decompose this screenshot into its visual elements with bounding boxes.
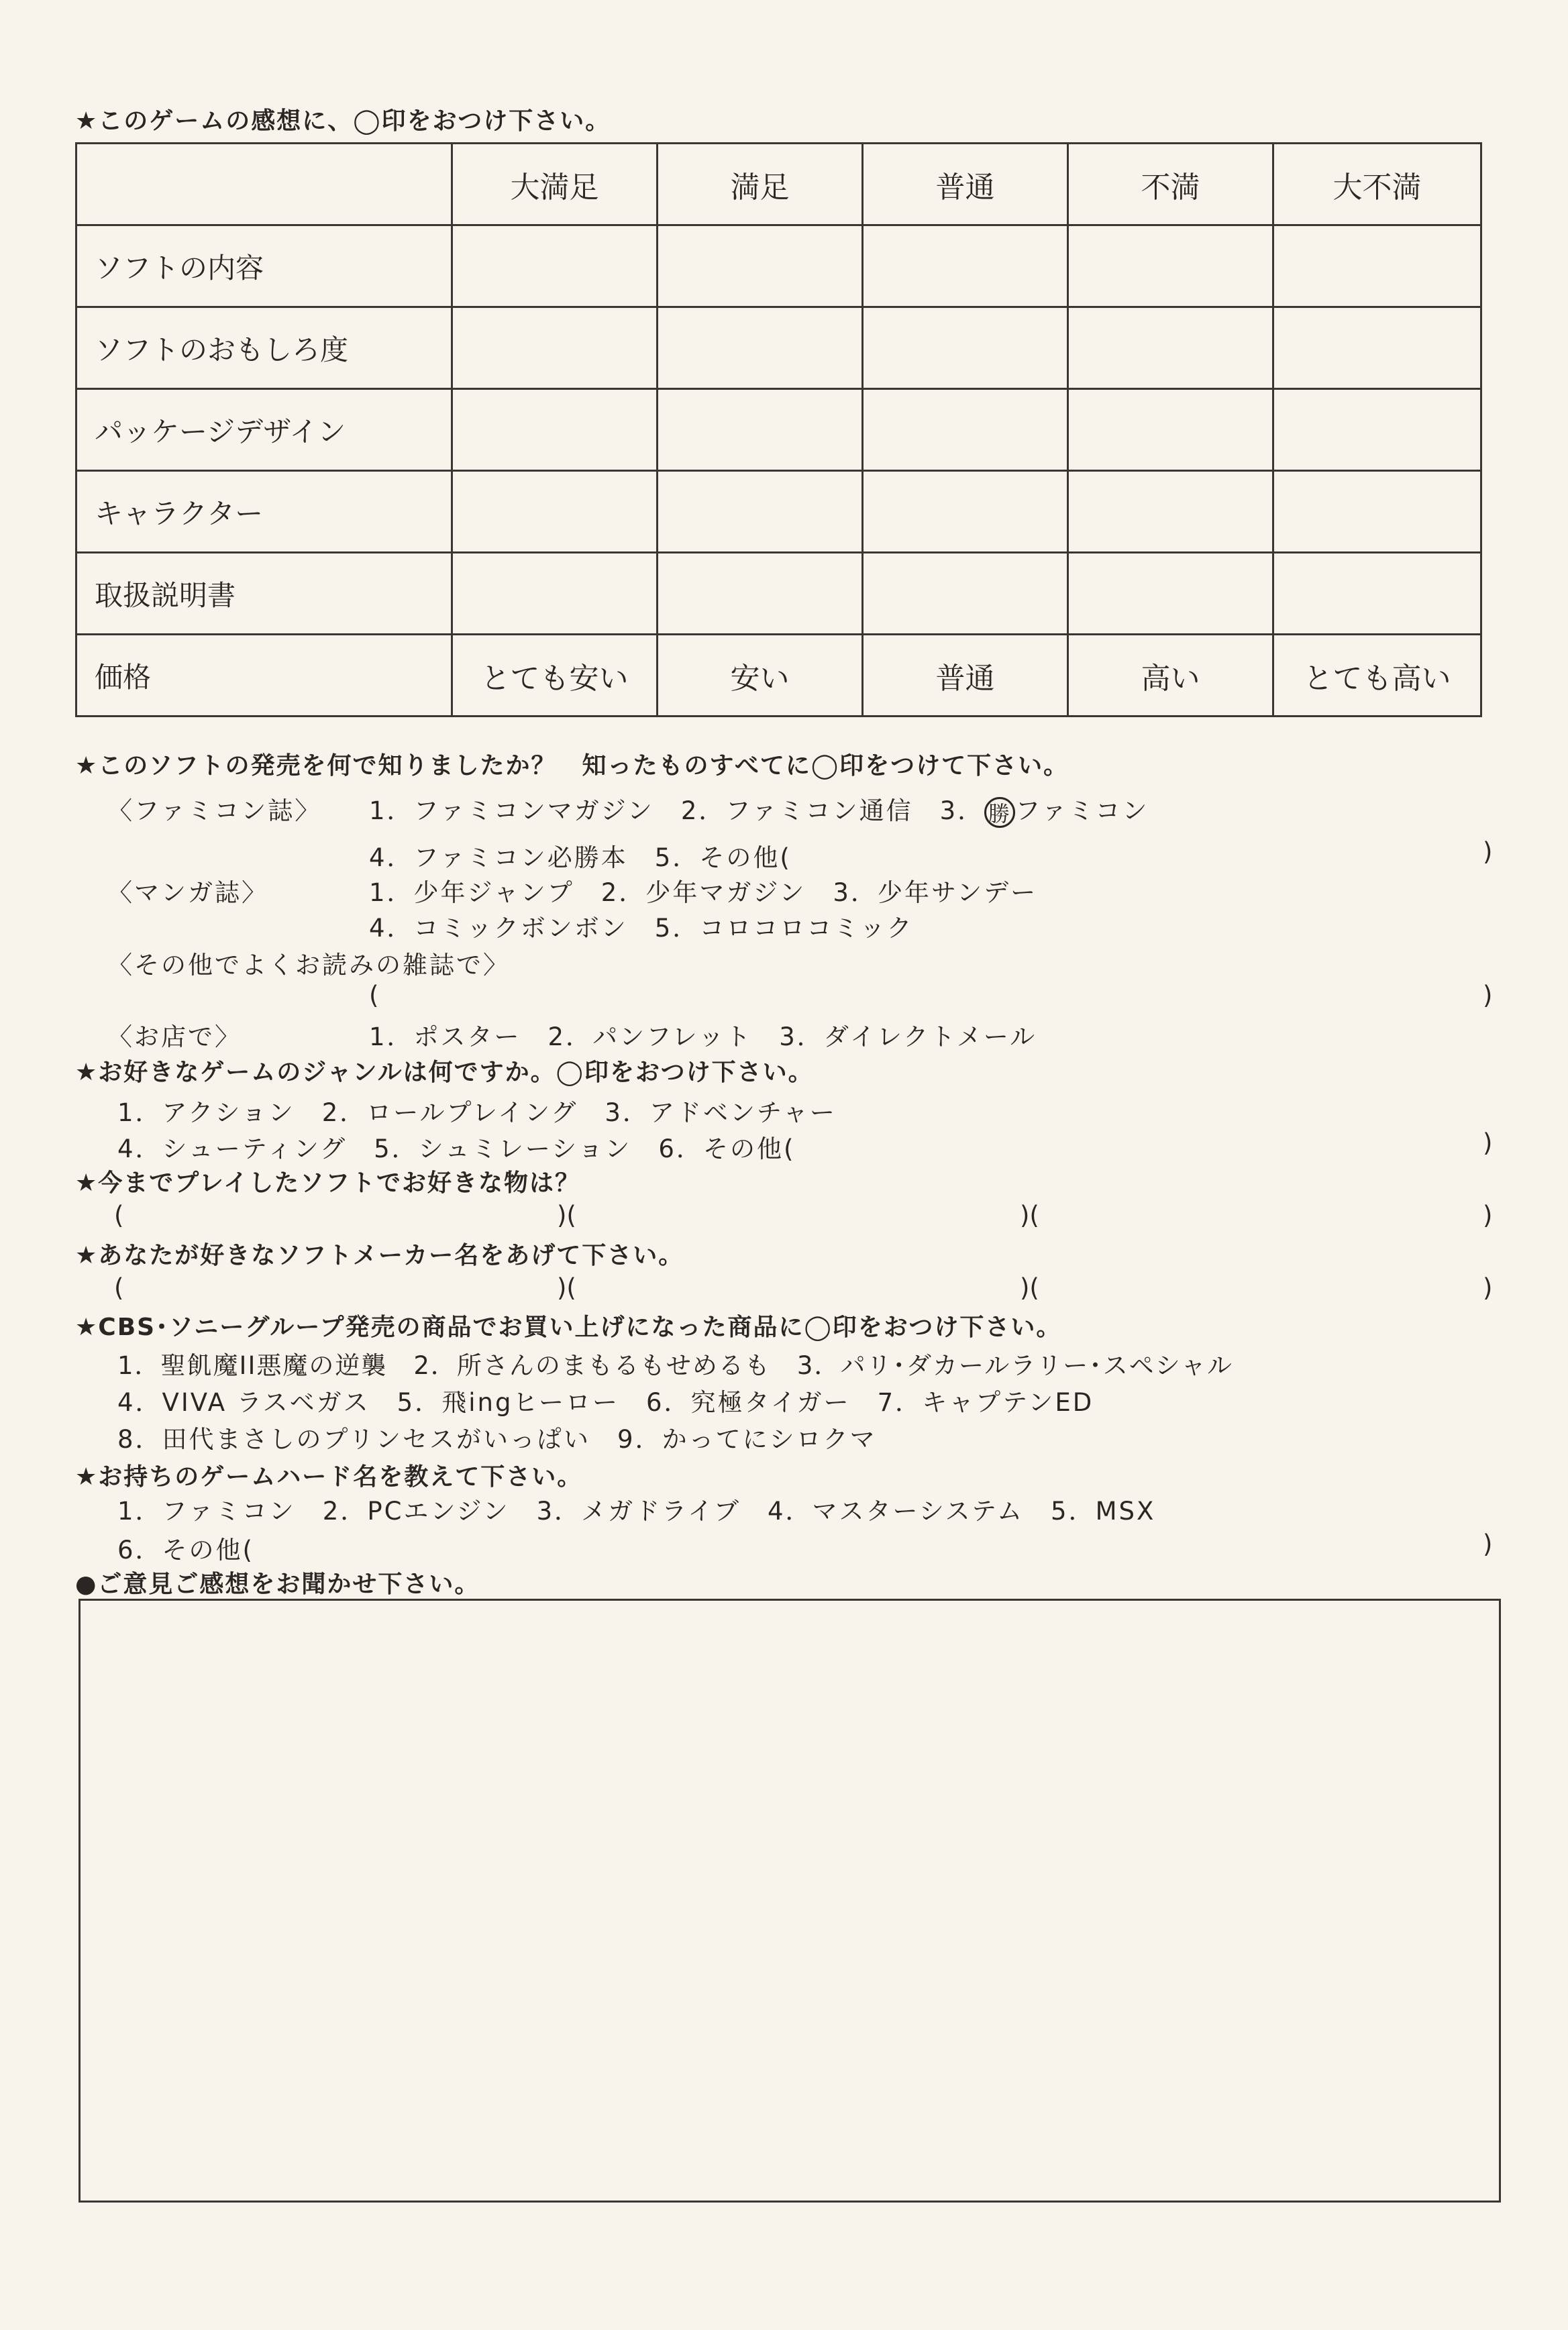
hardware-options-2[interactable]: 6．その他( xyxy=(117,1536,254,1565)
open-paren: ( xyxy=(114,1201,124,1230)
rating-cell[interactable] xyxy=(863,307,1068,389)
comment-box[interactable] xyxy=(79,1599,1501,2203)
manga-magazine-options-2[interactable]: 4．コミックボンボン 5．コロコロコミック xyxy=(369,914,914,943)
paren-separator: )( xyxy=(1020,1201,1039,1230)
price-cell[interactable]: 高い xyxy=(1068,635,1273,717)
manga-magazine-label: 〈マンガ誌〉 xyxy=(107,878,268,907)
table-header-row xyxy=(76,144,1481,225)
rating-cell[interactable] xyxy=(1068,471,1273,553)
column-header: 満足 xyxy=(658,144,863,225)
rating-cell[interactable] xyxy=(658,471,863,553)
q1-heading: ★このゲームの感想に、◯印をおつけ下さい。 xyxy=(75,107,611,135)
table-corner-cell xyxy=(76,144,452,225)
rating-cell[interactable] xyxy=(452,225,658,307)
rating-cell[interactable] xyxy=(863,389,1068,471)
purchased-products-options-2[interactable]: 4．VIVA ラスベガス 5．飛ingヒーロー 6．究極タイガー 7．キャプテンED xyxy=(117,1388,1094,1417)
table-row xyxy=(76,553,1481,635)
open-paren: ( xyxy=(114,1273,124,1302)
close-paren: ) xyxy=(1483,981,1493,1010)
close-paren: ) xyxy=(1483,1128,1493,1157)
table-row-price xyxy=(76,635,1481,717)
row-label: パッケージデザイン xyxy=(76,389,452,471)
rating-cell[interactable] xyxy=(1068,553,1273,635)
price-cell[interactable]: とても安い xyxy=(452,635,658,717)
q3-heading: ★お好きなゲームのジャンルは何ですか。◯印をおつけ下さい。 xyxy=(75,1059,814,1086)
rating-cell[interactable] xyxy=(452,553,658,635)
shop-options[interactable]: 1．ポスター 2．パンフレット 3．ダイレクトメール xyxy=(369,1022,1037,1051)
rating-cell[interactable] xyxy=(1273,471,1481,553)
shop-label: 〈お店で〉 xyxy=(107,1022,242,1051)
paren-separator: )( xyxy=(557,1201,576,1230)
paren-separator: )( xyxy=(557,1273,576,1302)
paren-separator: )( xyxy=(1020,1273,1039,1302)
column-header: 大満足 xyxy=(452,144,658,225)
maker-input-2[interactable] xyxy=(597,1273,1013,1304)
maker-input-1[interactable] xyxy=(134,1273,550,1304)
row-label: キャラクター xyxy=(76,471,452,553)
table-row xyxy=(76,471,1481,553)
column-header: 普通 xyxy=(863,144,1068,225)
q8-heading: ●ご意見ご感想をお聞かせ下さい。 xyxy=(75,1571,480,1598)
price-cell[interactable]: とても高い xyxy=(1273,635,1481,717)
table-row xyxy=(76,307,1481,389)
open-paren: ( xyxy=(369,981,379,1010)
other-magazine-label: 〈その他でよくお読みの雑誌で〉 xyxy=(107,951,510,979)
rating-table xyxy=(75,142,1482,717)
close-paren: ) xyxy=(1483,837,1493,866)
q6-heading: ★CBS･ソニーグループ発売の商品でお買い上げになった商品に◯印をおつけ下さい。 xyxy=(75,1314,1062,1341)
close-paren: ) xyxy=(1483,1201,1493,1230)
rating-cell[interactable] xyxy=(658,389,863,471)
rating-cell[interactable] xyxy=(452,307,658,389)
purchased-products-options[interactable]: 1．聖飢魔II悪魔の逆襲 2．所さんのまもるもせめるも 3．パリ･ダカールラリー･スペシャル xyxy=(117,1351,1233,1380)
favorite-software-input-1[interactable] xyxy=(134,1201,550,1232)
circled-kanji-mark: 勝 xyxy=(984,797,1015,828)
rating-cell[interactable] xyxy=(1068,389,1273,471)
price-cell[interactable]: 普通 xyxy=(863,635,1068,717)
rating-cell[interactable] xyxy=(863,225,1068,307)
rating-cell[interactable] xyxy=(452,471,658,553)
maker-input-3[interactable] xyxy=(1060,1273,1476,1304)
rating-cell[interactable] xyxy=(1068,225,1273,307)
manga-magazine-options[interactable]: 1．少年ジャンプ 2．少年マガジン 3．少年サンデー xyxy=(369,878,1038,907)
column-header: 不満 xyxy=(1068,144,1273,225)
hardware-options[interactable]: 1．ファミコン 2．PCエンジン 3．メガドライブ 4．マスターシステム 5．MSX xyxy=(117,1497,1156,1526)
row-label: 価格 xyxy=(76,635,452,717)
table-row xyxy=(76,225,1481,307)
famicom-magazine-options-2[interactable]: 4．ファミコン必勝本 5．その他( xyxy=(369,843,792,872)
genre-options-2[interactable]: 4．シューティング 5．シュミレーション 6．その他( xyxy=(117,1134,796,1163)
close-paren: ) xyxy=(1483,1530,1493,1558)
table-row xyxy=(76,389,1481,471)
other-magazine-input[interactable] xyxy=(389,981,1476,1012)
rating-cell[interactable] xyxy=(658,225,863,307)
rating-cell[interactable] xyxy=(1273,307,1481,389)
close-paren: ) xyxy=(1483,1273,1493,1302)
rating-cell[interactable] xyxy=(658,553,863,635)
rating-cell[interactable] xyxy=(1273,225,1481,307)
rating-cell[interactable] xyxy=(658,307,863,389)
rating-cell[interactable] xyxy=(1068,307,1273,389)
q7-heading: ★お持ちのゲームハード名を教えて下さい。 xyxy=(75,1463,583,1491)
row-label: ソフトの内容 xyxy=(76,225,452,307)
row-label: ソフトのおもしろ度 xyxy=(76,307,452,389)
famicom-magazine-options[interactable] xyxy=(369,790,1149,828)
famicom-magazine-label: 〈ファミコン誌〉 xyxy=(107,796,322,825)
favorite-software-input-2[interactable] xyxy=(597,1201,1013,1232)
genre-options[interactable]: 1．アクション 2．ロールプレイング 3．アドベンチャー xyxy=(117,1098,837,1127)
row-label: 取扱説明書 xyxy=(76,553,452,635)
favorite-software-input-3[interactable] xyxy=(1060,1201,1476,1232)
q4-heading: ★今までプレイしたソフトでお好きな物は？ xyxy=(75,1169,581,1197)
rating-cell[interactable] xyxy=(863,471,1068,553)
option-text: 1．ファミコンマガジン 2．ファミコン通信 3． xyxy=(369,796,985,825)
rating-cell[interactable] xyxy=(452,389,658,471)
q2-heading: ★このソフトの発売を何で知りましたか？ 知ったものすべてに◯印をつけて下さい。 xyxy=(75,752,1069,780)
rating-cell[interactable] xyxy=(1273,389,1481,471)
price-cell[interactable]: 安い xyxy=(658,635,863,717)
column-header: 大不満 xyxy=(1273,144,1481,225)
q5-heading: ★あなたが好きなソフトメーカー名をあげて下さい。 xyxy=(75,1242,684,1269)
rating-cell[interactable] xyxy=(863,553,1068,635)
option-text: ファミコン xyxy=(1015,796,1149,825)
purchased-products-options-3[interactable]: 8．田代まさしのプリンセスがいっぱい 9．かってにシロクマ xyxy=(117,1425,877,1454)
rating-cell[interactable] xyxy=(1273,553,1481,635)
